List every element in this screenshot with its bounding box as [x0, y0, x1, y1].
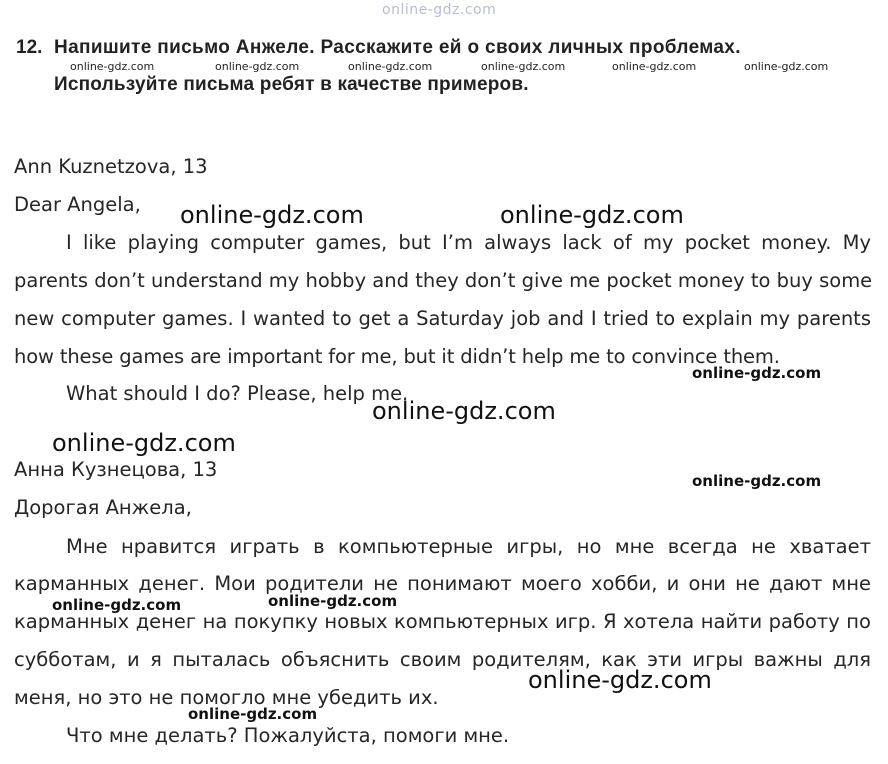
- watermark: online-gdz.com: [52, 429, 236, 457]
- english-letter-line: I like playing computer games, but I’m always lack of my pocket money. My: [66, 231, 871, 254]
- russian-letter-line: карманных денег. Мои родители не понимают моего хобби, и они не дают мне: [14, 572, 871, 595]
- watermark: online-gdz.com: [188, 705, 318, 723]
- heading-watermark: online-gdz.com: [70, 60, 155, 73]
- english-letter-author: Ann Kuznetzova, 13: [14, 155, 208, 178]
- watermark: online-gdz.com: [52, 596, 182, 614]
- task-number: 12.: [16, 37, 43, 58]
- watermark: online-gdz.com: [692, 364, 822, 382]
- russian-letter-line: Мне нравится играть в компьютерные игры, но мне всегда не хватает: [66, 535, 871, 558]
- watermark: online-gdz.com: [692, 472, 822, 490]
- heading-watermark: online-gdz.com: [481, 60, 566, 73]
- heading-watermark: online-gdz.com: [744, 60, 829, 73]
- english-letter-line: how these games are important for me, but it didn’t help me to convince them.: [14, 345, 780, 368]
- heading-watermark: online-gdz.com: [612, 60, 697, 73]
- watermark: online-gdz.com: [500, 201, 684, 229]
- english-letter-line: parents don’t understand my hobby and they don’t give me pocket money to buy some: [14, 269, 873, 292]
- russian-letter-line: субботам, и я пыталась объяснить своим родителям, как эти игры важны для: [14, 648, 871, 671]
- english-letter-closing: What should I do? Please, help me.: [66, 382, 409, 405]
- top-watermark: online-gdz.com: [382, 2, 497, 18]
- russian-letter-line: карманных денег на покупку новых компьютерных игр. Я хотела найти работу по: [14, 610, 871, 633]
- english-letter-greeting: Dear Angela,: [14, 193, 141, 216]
- task-instruction-line-2: Используйте письма ребят в качестве примеров.: [54, 74, 529, 95]
- english-letter-line: new computer games. I wanted to get a Saturday job and I tried to explain my parents: [14, 307, 871, 330]
- heading-watermark: online-gdz.com: [215, 60, 300, 73]
- watermark: online-gdz.com: [372, 397, 556, 425]
- watermark: online-gdz.com: [528, 666, 712, 694]
- heading-watermark: online-gdz.com: [348, 60, 433, 73]
- watermark: online-gdz.com: [268, 592, 398, 610]
- task-instruction-line-1: Напишите письмо Анжеле. Расскажите ей о своих личных проблемах.: [54, 37, 741, 58]
- watermark: online-gdz.com: [180, 201, 364, 229]
- russian-letter-author: Анна Кузнецова, 13: [14, 458, 218, 481]
- russian-letter-closing: Что мне делать? Пожалуйста, помоги мне.: [66, 724, 510, 747]
- russian-letter-line: меня, но это не помогло мне убедить их.: [14, 686, 439, 709]
- russian-letter-greeting: Дорогая Анжела,: [14, 496, 192, 519]
